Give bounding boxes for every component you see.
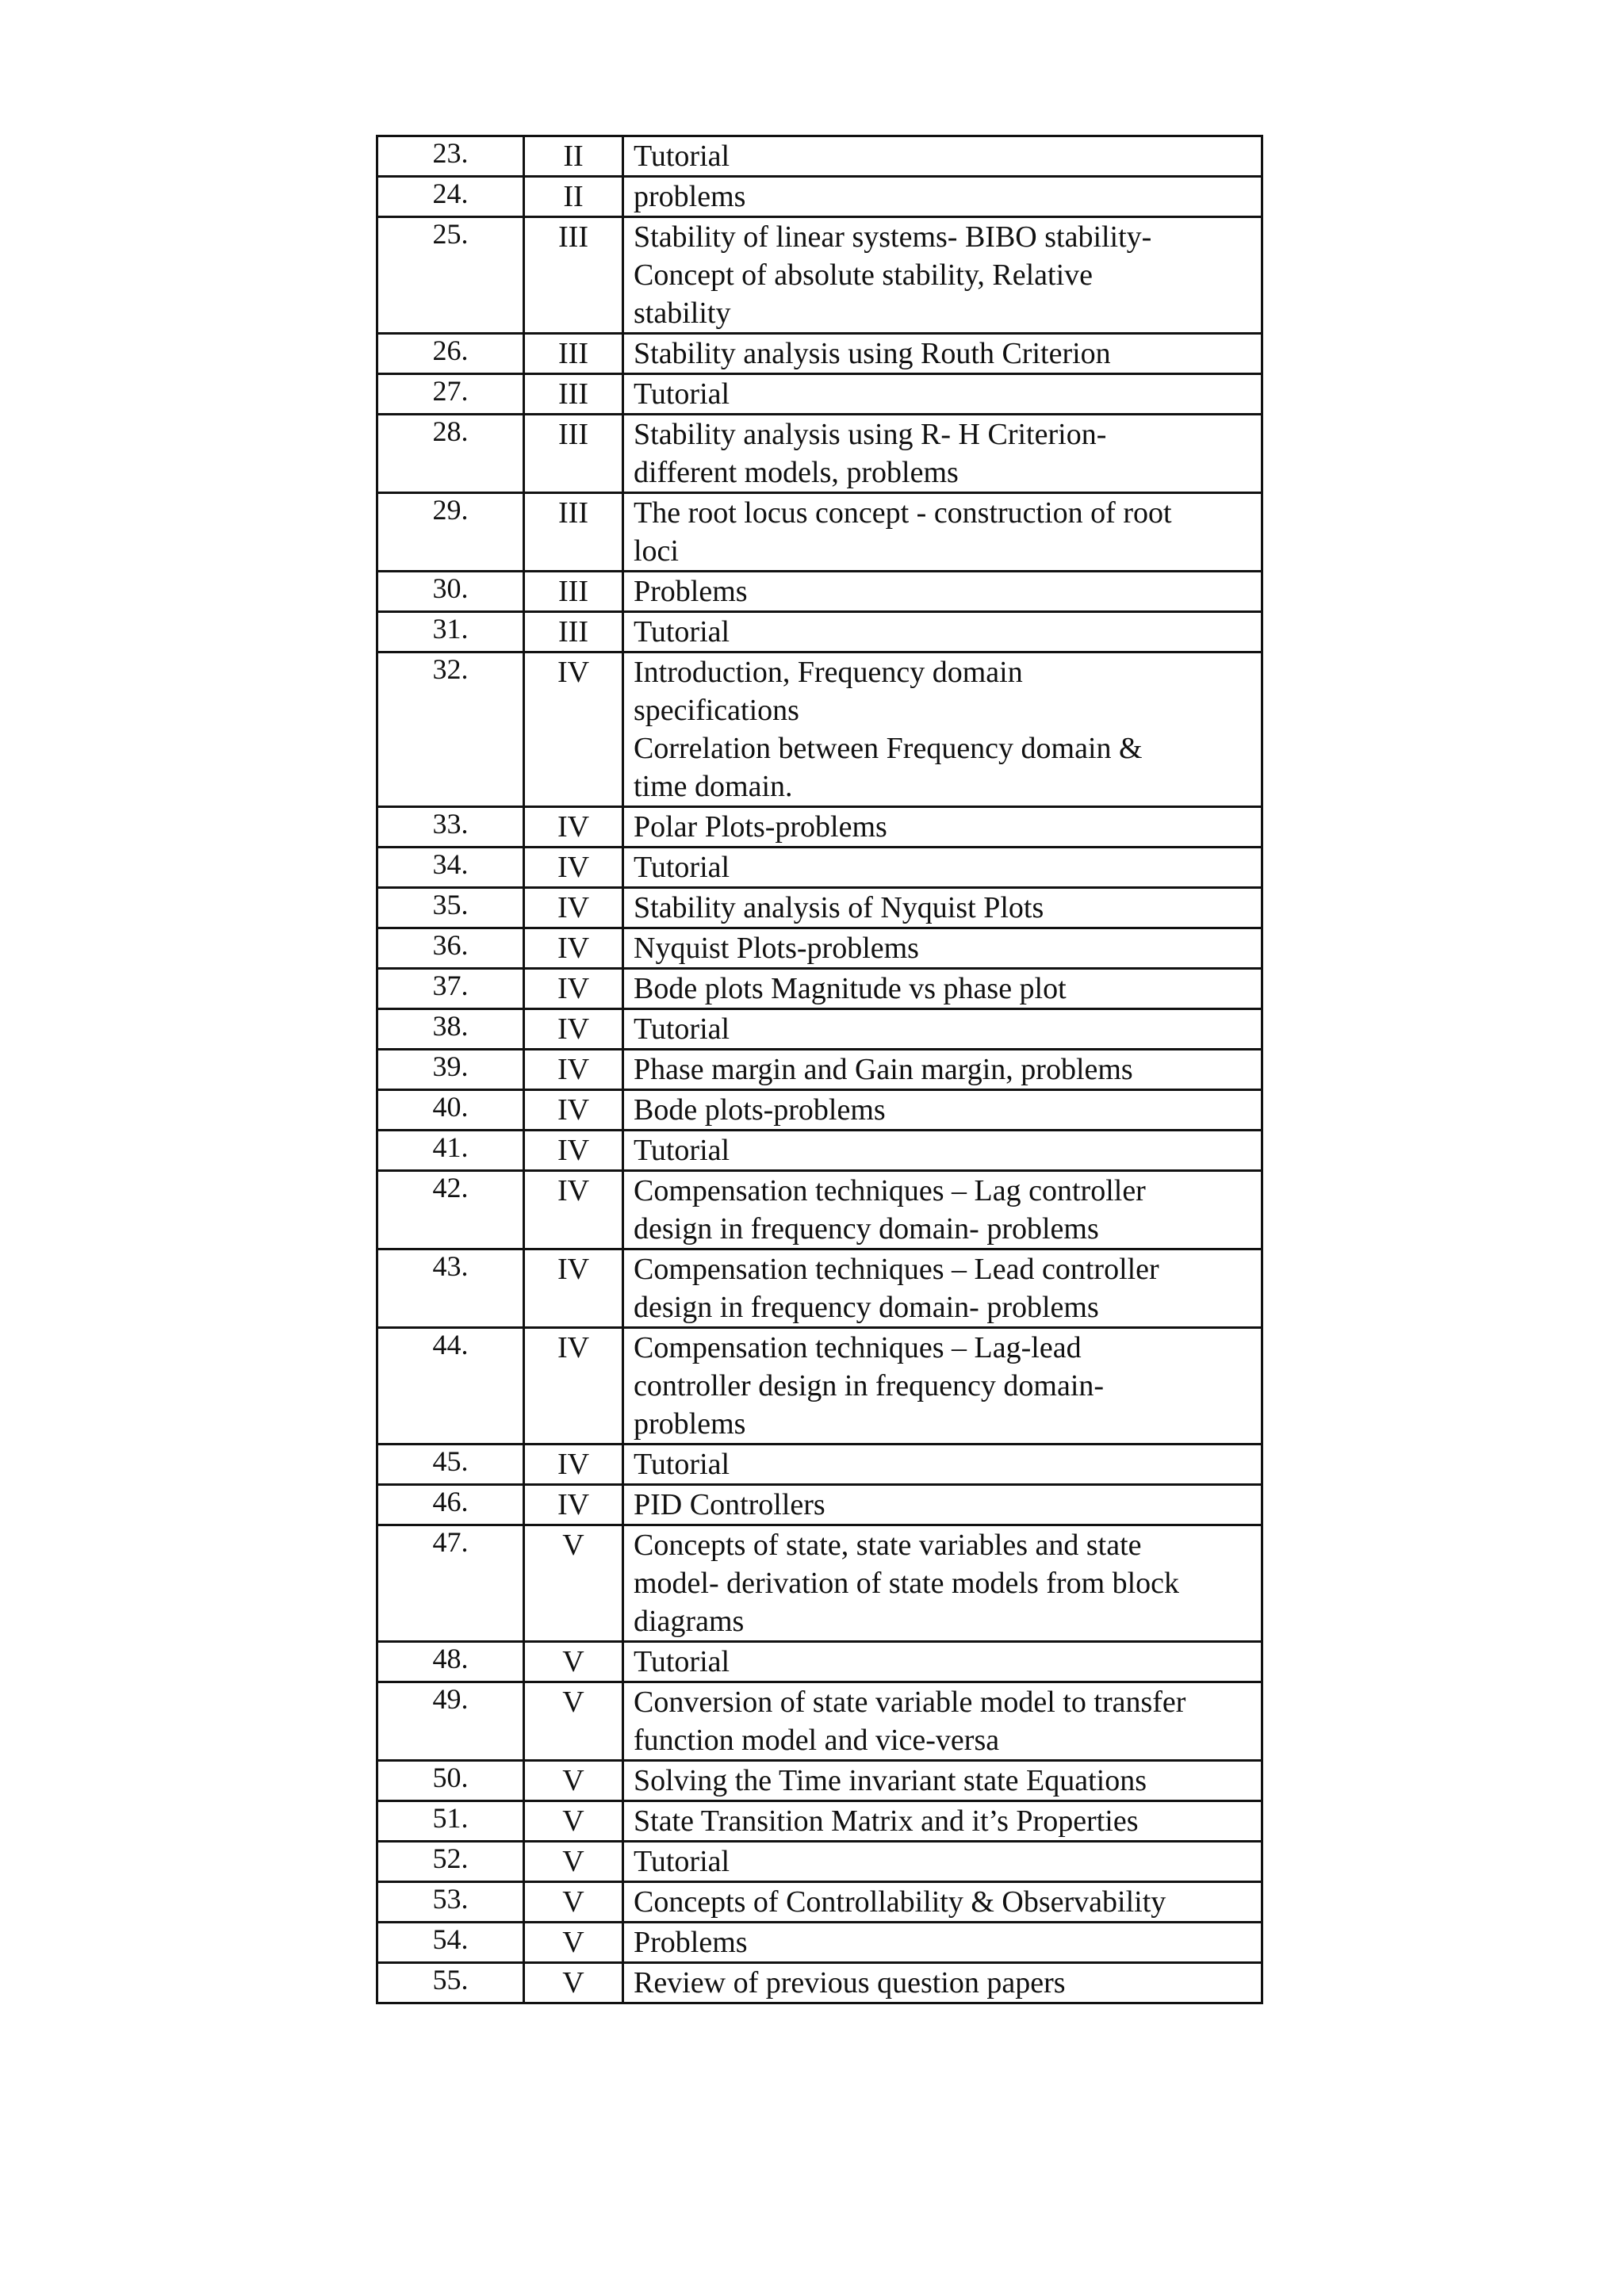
unit-cell: IV — [524, 1050, 623, 1090]
table-row — [377, 1882, 1262, 1923]
table-row — [377, 572, 1262, 612]
topic-cell: Bode plots Magnitude vs phase plot — [623, 969, 1262, 1009]
lesson-schedule-body — [377, 136, 1262, 2003]
unit-cell: III — [524, 612, 623, 652]
session-number-cell: 29. — [377, 493, 524, 572]
unit-cell: V — [524, 1761, 623, 1801]
unit-cell: III — [524, 334, 623, 374]
unit-cell: IV — [524, 1485, 623, 1525]
session-number-cell: 24. — [377, 177, 524, 217]
unit-cell: IV — [524, 1445, 623, 1485]
session-number-cell: 38. — [377, 1009, 524, 1050]
topic-cell: problems — [623, 177, 1262, 217]
table-row — [377, 1249, 1262, 1328]
table-row — [377, 1090, 1262, 1131]
topic-cell: Bode plots-problems — [623, 1090, 1262, 1131]
session-number-cell: 51. — [377, 1801, 524, 1842]
unit-cell: IV — [524, 969, 623, 1009]
table-row — [377, 1761, 1262, 1801]
session-number-cell: 27. — [377, 374, 524, 415]
unit-cell: IV — [524, 1249, 623, 1328]
session-number-cell: 35. — [377, 888, 524, 928]
table-row — [377, 177, 1262, 217]
unit-cell: IV — [524, 848, 623, 888]
unit-cell: V — [524, 1963, 623, 2003]
lesson-schedule-table — [376, 135, 1263, 2004]
unit-cell: V — [524, 1801, 623, 1842]
unit-cell: IV — [524, 928, 623, 969]
unit-cell: V — [524, 1842, 623, 1882]
session-number-cell: 36. — [377, 928, 524, 969]
table-row — [377, 136, 1262, 177]
table-row — [377, 652, 1262, 807]
table-row — [377, 493, 1262, 572]
topic-cell: Tutorial — [623, 848, 1262, 888]
table-row — [377, 928, 1262, 969]
session-number-cell: 54. — [377, 1923, 524, 1963]
unit-cell: V — [524, 1682, 623, 1761]
table-row — [377, 1842, 1262, 1882]
unit-cell: IV — [524, 652, 623, 807]
unit-cell: III — [524, 572, 623, 612]
topic-cell: Problems — [623, 1923, 1262, 1963]
topic-cell: Stability analysis using Routh Criterion — [623, 334, 1262, 374]
unit-cell: V — [524, 1642, 623, 1682]
topic-cell: Tutorial — [623, 1842, 1262, 1882]
table-row — [377, 848, 1262, 888]
session-number-cell: 48. — [377, 1642, 524, 1682]
topic-cell: Solving the Time invariant state Equations — [623, 1761, 1262, 1801]
topic-cell: PID Controllers — [623, 1485, 1262, 1525]
unit-cell: III — [524, 493, 623, 572]
session-number-cell: 25. — [377, 217, 524, 334]
table-row — [377, 217, 1262, 334]
session-number-cell: 40. — [377, 1090, 524, 1131]
table-row — [377, 1642, 1262, 1682]
session-number-cell: 47. — [377, 1525, 524, 1642]
unit-cell: V — [524, 1882, 623, 1923]
unit-cell: II — [524, 136, 623, 177]
topic-cell: Problems — [623, 572, 1262, 612]
table-row — [377, 1963, 1262, 2003]
session-number-cell: 31. — [377, 612, 524, 652]
session-number-cell: 33. — [377, 807, 524, 848]
unit-cell: II — [524, 177, 623, 217]
session-number-cell: 37. — [377, 969, 524, 1009]
session-number-cell: 23. — [377, 136, 524, 177]
session-number-cell: 46. — [377, 1485, 524, 1525]
unit-cell: IV — [524, 1009, 623, 1050]
session-number-cell: 44. — [377, 1328, 524, 1445]
table-row — [377, 1171, 1262, 1249]
session-number-cell: 52. — [377, 1842, 524, 1882]
topic-cell: Polar Plots-problems — [623, 807, 1262, 848]
table-row — [377, 1682, 1262, 1761]
table-row — [377, 1009, 1262, 1050]
topic-cell: State Transition Matrix and it’s Properties — [623, 1801, 1262, 1842]
session-number-cell: 43. — [377, 1249, 524, 1328]
topic-cell: Concepts of state, state variables and state model- derivation of state models from block diagrams — [623, 1525, 1262, 1642]
table-row — [377, 1050, 1262, 1090]
session-number-cell: 28. — [377, 415, 524, 493]
topic-cell: Tutorial — [623, 374, 1262, 415]
session-number-cell: 53. — [377, 1882, 524, 1923]
unit-cell: IV — [524, 807, 623, 848]
table-row — [377, 1328, 1262, 1445]
topic-cell: Tutorial — [623, 1445, 1262, 1485]
topic-cell: Compensation techniques – Lag-lead controller design in frequency domain- problems — [623, 1328, 1262, 1445]
topic-cell: Phase margin and Gain margin, problems — [623, 1050, 1262, 1090]
topic-cell: Compensation techniques – Lag controller design in frequency domain- problems — [623, 1171, 1262, 1249]
table-row — [377, 1923, 1262, 1963]
session-number-cell: 42. — [377, 1171, 524, 1249]
topic-cell: Tutorial — [623, 1131, 1262, 1171]
unit-cell: III — [524, 415, 623, 493]
session-number-cell: 45. — [377, 1445, 524, 1485]
topic-cell: Conversion of state variable model to transfer function model and vice-versa — [623, 1682, 1262, 1761]
table-row — [377, 415, 1262, 493]
unit-cell: III — [524, 217, 623, 334]
unit-cell: IV — [524, 888, 623, 928]
topic-cell: Compensation techniques – Lead controller design in frequency domain- problems — [623, 1249, 1262, 1328]
unit-cell: IV — [524, 1171, 623, 1249]
topic-cell: The root locus concept - construction of root loci — [623, 493, 1262, 572]
session-number-cell: 34. — [377, 848, 524, 888]
topic-cell: Tutorial — [623, 612, 1262, 652]
table-row — [377, 1131, 1262, 1171]
table-row — [377, 1445, 1262, 1485]
session-number-cell: 32. — [377, 652, 524, 807]
table-row — [377, 612, 1262, 652]
topic-cell: Tutorial — [623, 1009, 1262, 1050]
table-row — [377, 969, 1262, 1009]
unit-cell: III — [524, 374, 623, 415]
unit-cell: IV — [524, 1131, 623, 1171]
table-row — [377, 1485, 1262, 1525]
topic-cell: Tutorial — [623, 136, 1262, 177]
topic-cell: Nyquist Plots-problems — [623, 928, 1262, 969]
topic-cell: Stability analysis of Nyquist Plots — [623, 888, 1262, 928]
session-number-cell: 39. — [377, 1050, 524, 1090]
table-row — [377, 888, 1262, 928]
session-number-cell: 55. — [377, 1963, 524, 2003]
unit-cell: IV — [524, 1090, 623, 1131]
table-row — [377, 1525, 1262, 1642]
unit-cell: V — [524, 1525, 623, 1642]
table-row — [377, 1801, 1262, 1842]
topic-cell: Introduction, Frequency domain specifications Correlation between Frequency domain & time domain. — [623, 652, 1262, 807]
table-row — [377, 807, 1262, 848]
topic-cell: Stability analysis using R- H Criterion- different models, problems — [623, 415, 1262, 493]
unit-cell: V — [524, 1923, 623, 1963]
table-row — [377, 334, 1262, 374]
topic-cell: Concepts of Controllability & Observability — [623, 1882, 1262, 1923]
table-row — [377, 374, 1262, 415]
session-number-cell: 41. — [377, 1131, 524, 1171]
session-number-cell: 49. — [377, 1682, 524, 1761]
topic-cell: Stability of linear systems- BIBO stability- Concept of absolute stability, Relative stability — [623, 217, 1262, 334]
topic-cell: Review of previous question papers — [623, 1963, 1262, 2003]
session-number-cell: 50. — [377, 1761, 524, 1801]
unit-cell: IV — [524, 1328, 623, 1445]
session-number-cell: 26. — [377, 334, 524, 374]
session-number-cell: 30. — [377, 572, 524, 612]
topic-cell: Tutorial — [623, 1642, 1262, 1682]
